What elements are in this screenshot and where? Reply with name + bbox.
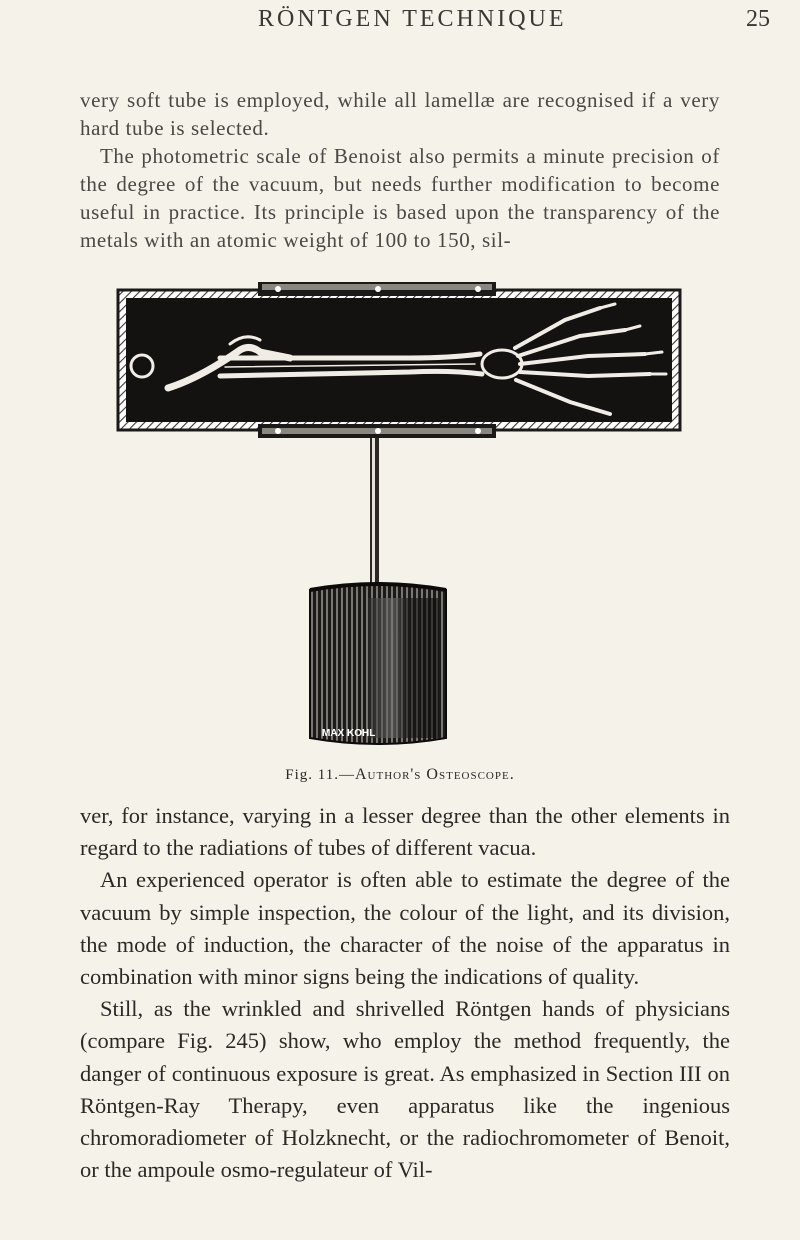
paragraph: Still, as the wrinkled and shrivelled Röntgen hands of physicians (compare Fig. 245) show, who employ the method frequently, the danger of continuous exposure is great. As emphasized in Section III on Röntgen-Ray Therapy, even apparatus like the ingenious chromoradiometer of Holzknecht, or the radiochromometer of Benoit, or the ampoule osmo-regulateur of Vil- bbox=[80, 996, 730, 1183]
osteoscope-figure bbox=[110, 278, 710, 768]
text-block-top bbox=[80, 86, 720, 254]
running-title: RÖNTGEN TECHNIQUE bbox=[258, 6, 567, 32]
osteoscope-illustration bbox=[110, 278, 710, 768]
paragraph: The photometric scale of Benoist also permits a minute precision of the degree of the vacuum, but needs further modification to become useful in practice. Its principle is based upon the transparency of the metals with an atomic weight of 100 to 150, sil- bbox=[80, 144, 720, 252]
bottom-clamp-bar bbox=[258, 424, 496, 438]
paragraph: ver, for instance, varying in a lesser degree than the other elements in regard to the radiations of tubes of different vacua. bbox=[80, 803, 730, 861]
running-head bbox=[0, 6, 800, 36]
top-clamp-bar bbox=[258, 282, 496, 296]
stand-base-cylinder bbox=[310, 584, 446, 744]
page-number: 25 bbox=[746, 6, 770, 32]
maker-mark: MAX KOHL bbox=[322, 728, 376, 739]
paragraph: very soft tube is employed, while all lamellæ are recognised if a very hard tube is selected. bbox=[80, 88, 720, 140]
text-block-bottom bbox=[80, 800, 730, 1186]
caption-title: Author's Osteoscope. bbox=[354, 766, 515, 783]
figure-caption bbox=[0, 766, 800, 784]
paragraph: An experienced operator is often able to estimate the degree of the vacuum by simple inspection, the colour of the light, and its division, the mode of induction, the character of the noise of the apparatus in combination with minor signs being the indications of quality. bbox=[80, 867, 730, 990]
caption-number: Fig. 11.— bbox=[285, 767, 355, 783]
